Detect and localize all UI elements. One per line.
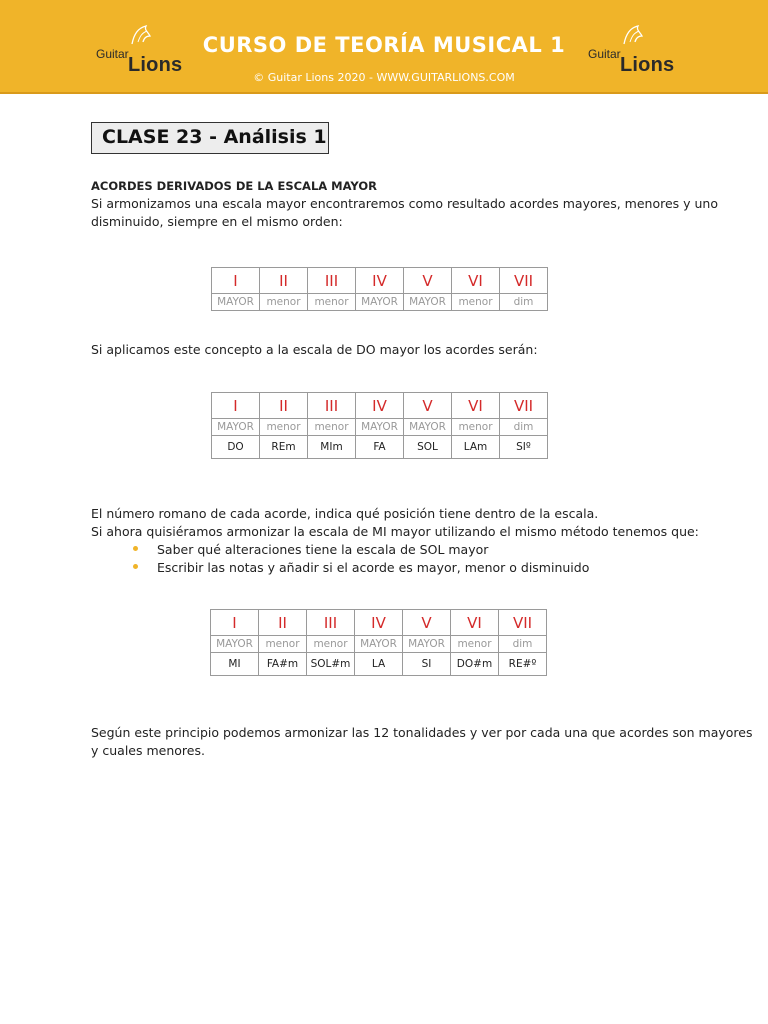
mi-scale-text: Si ahora quisiéramos armonizar la escala de MI mayor utilizando el mismo método tenemos que: bbox=[91, 524, 699, 539]
chord-cell: SOL bbox=[404, 436, 452, 459]
roman-cell: I bbox=[211, 610, 259, 636]
chord-cell: MI bbox=[211, 653, 259, 676]
roman-cell: II bbox=[259, 610, 307, 636]
intro-line-1: Si armonizamos una escala mayor encontraremos como resultado acordes mayores, menores y uno bbox=[91, 196, 718, 211]
quality-cell: MAYOR bbox=[403, 636, 451, 653]
logo-word-guitar: Guitar bbox=[588, 47, 621, 61]
roman-cell: VII bbox=[500, 268, 548, 294]
intro-line-2: disminuido, siempre en el mismo orden: bbox=[91, 214, 343, 229]
chord-cell: LA bbox=[355, 653, 403, 676]
list-item-text: Escribir las notas y añadir si el acorde es mayor, menor o disminuido bbox=[157, 560, 590, 575]
closing-line-1: Según este principio podemos armonizar las 12 tonalidades y ver por cada una que acordes son mayores bbox=[91, 725, 753, 740]
bullet-dot-icon bbox=[133, 546, 138, 551]
chord-cell: SIº bbox=[500, 436, 548, 459]
quality-cell: MAYOR bbox=[356, 294, 404, 311]
chord-cell: FA bbox=[356, 436, 404, 459]
quality-cell: menor bbox=[452, 419, 500, 436]
roman-cell: I bbox=[212, 393, 260, 419]
course-title: CURSO DE TEORÍA MUSICAL 1 bbox=[202, 33, 566, 57]
roman-cell: VI bbox=[452, 268, 500, 294]
quality-cell: MAYOR bbox=[212, 294, 260, 311]
generic-harmony-table bbox=[211, 267, 548, 311]
quality-cell: dim bbox=[500, 294, 548, 311]
chord-cell: SOL#m bbox=[307, 653, 355, 676]
lesson-title: CLASE 23 - Análisis 1 bbox=[102, 126, 327, 148]
quality-cell: menor bbox=[260, 419, 308, 436]
quality-cell: MAYOR bbox=[404, 294, 452, 311]
roman-cell: III bbox=[307, 610, 355, 636]
logo-word-lions: Lions bbox=[128, 54, 183, 76]
list-item bbox=[131, 541, 589, 559]
closing-line-2: y cuales menores. bbox=[91, 743, 205, 758]
roman-cell: III bbox=[308, 393, 356, 419]
chord-cell: FA#m bbox=[259, 653, 307, 676]
do-scale-text: Si aplicamos este concepto a la escala de DO mayor los acordes serán: bbox=[91, 342, 538, 357]
roman-cell: IV bbox=[356, 268, 404, 294]
roman-cell: III bbox=[308, 268, 356, 294]
quality-cell: dim bbox=[500, 419, 548, 436]
chord-cell: MIm bbox=[308, 436, 356, 459]
list-item-text: Saber qué alteraciones tiene la escala de SOL mayor bbox=[157, 542, 489, 557]
chord-cell: SI bbox=[403, 653, 451, 676]
quality-cell: MAYOR bbox=[355, 636, 403, 653]
logo-word-guitar: Guitar bbox=[96, 47, 129, 61]
roman-cell: II bbox=[260, 393, 308, 419]
roman-cell: V bbox=[403, 610, 451, 636]
chord-cell: DO#m bbox=[451, 653, 499, 676]
roman-cell: VI bbox=[451, 610, 499, 636]
section-heading: ACORDES DERIVADOS DE LA ESCALA MAYOR bbox=[91, 179, 377, 193]
quality-cell: dim bbox=[499, 636, 547, 653]
roman-cell: I bbox=[212, 268, 260, 294]
chord-cell: DO bbox=[212, 436, 260, 459]
quality-cell: menor bbox=[307, 636, 355, 653]
roman-cell: V bbox=[404, 268, 452, 294]
page-header bbox=[0, 0, 768, 94]
roman-cell: II bbox=[260, 268, 308, 294]
quality-cell: menor bbox=[259, 636, 307, 653]
quality-cell: MAYOR bbox=[212, 419, 260, 436]
logo-word-lions: Lions bbox=[620, 54, 675, 76]
quality-cell: menor bbox=[308, 294, 356, 311]
roman-cell: VI bbox=[452, 393, 500, 419]
bullet-dot-icon bbox=[133, 564, 138, 569]
mi-major-harmony-table bbox=[210, 609, 547, 676]
chord-cell: RE#º bbox=[499, 653, 547, 676]
guitar-lions-logo-right bbox=[584, 22, 694, 78]
quality-cell: menor bbox=[452, 294, 500, 311]
quality-cell: menor bbox=[260, 294, 308, 311]
roman-cell: VII bbox=[499, 610, 547, 636]
roman-cell: IV bbox=[356, 393, 404, 419]
quality-cell: MAYOR bbox=[356, 419, 404, 436]
quality-cell: MAYOR bbox=[404, 419, 452, 436]
lesson-title-box bbox=[91, 122, 329, 154]
steps-list bbox=[131, 541, 589, 577]
quality-cell: MAYOR bbox=[211, 636, 259, 653]
chord-cell: LAm bbox=[452, 436, 500, 459]
course-subtitle: © Guitar Lions 2020 - WWW.GUITARLIONS.COM bbox=[253, 71, 515, 84]
roman-cell: VII bbox=[500, 393, 548, 419]
quality-cell: menor bbox=[451, 636, 499, 653]
roman-cell: V bbox=[404, 393, 452, 419]
list-item bbox=[131, 559, 589, 577]
roman-cell: IV bbox=[355, 610, 403, 636]
chord-cell: REm bbox=[260, 436, 308, 459]
lion-head-icon bbox=[620, 22, 646, 48]
roman-explanation-text: El número romano de cada acorde, indica qué posición tiene dentro de la escala. bbox=[91, 506, 599, 521]
do-major-harmony-table bbox=[211, 392, 548, 459]
quality-cell: menor bbox=[308, 419, 356, 436]
